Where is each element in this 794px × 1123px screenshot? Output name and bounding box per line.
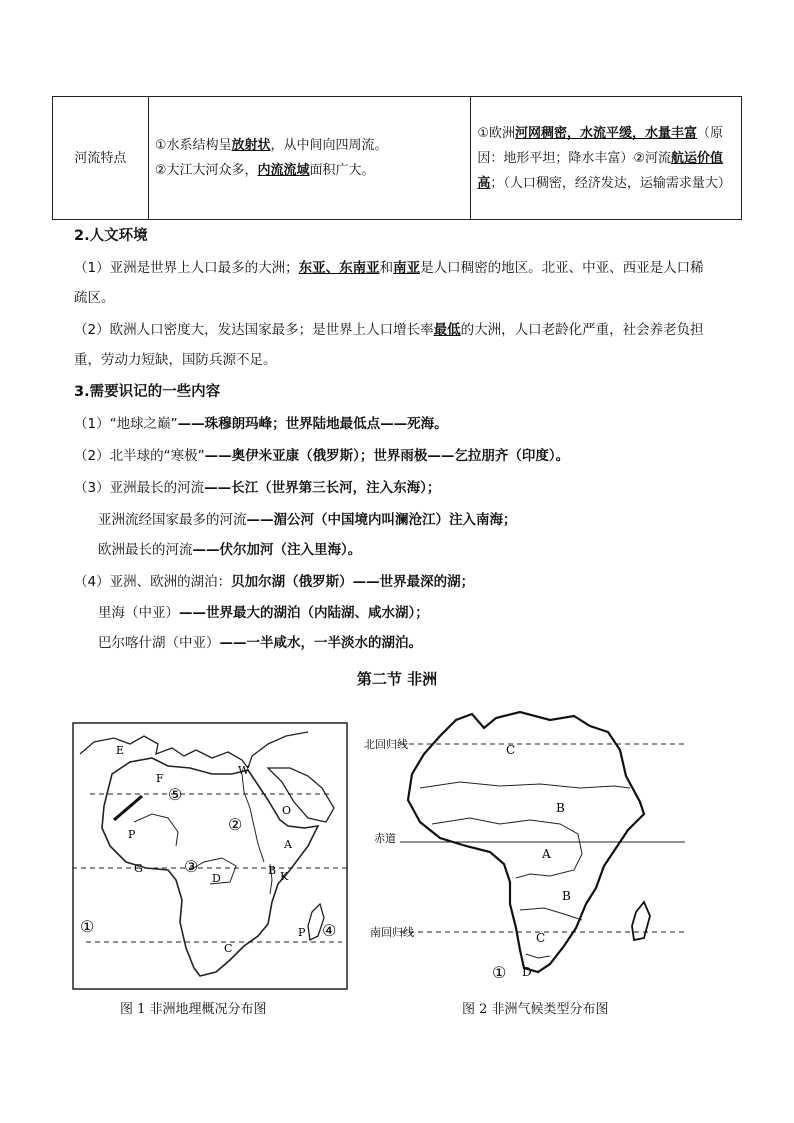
map2-madagascar — [632, 902, 650, 940]
label-four: ④ — [322, 921, 337, 940]
asia-river-cell: ①水系结构呈放射状，从中间向四周流。 ②大江大河众多，内流流域面积广大。 — [148, 97, 471, 220]
africa-geography-map — [72, 722, 348, 990]
paragraph-europe-population: （2）欧洲人口密度大，发达国家最多；是世界上人口增长率最低的大洲，人口老龄化严重，社会养老负担 — [74, 322, 704, 338]
fact-yangtze: （3）亚洲最长的河流——长江（世界第三长河，注入东海）； — [74, 480, 441, 496]
label-A: A — [542, 847, 551, 861]
label-cancer: 北回归线 — [364, 738, 408, 751]
label-C1: C — [506, 743, 516, 757]
fact-balkhash: 巴尔喀什湖（中亚）——一半咸水，一半淡水的湖泊。 — [98, 635, 422, 651]
fact-caspian: 里海（中亚）——世界最大的湖泊（内陆湖、咸水湖）； — [98, 605, 429, 621]
label-O: O — [282, 804, 292, 817]
label-B2: B — [562, 889, 571, 903]
label-three: ③ — [184, 857, 199, 876]
map1-nile — [242, 774, 264, 862]
label-G: G — [134, 862, 143, 875]
label-two: ② — [228, 815, 243, 834]
africa-climate-map — [360, 706, 690, 984]
map2-boundary-rainforest — [432, 818, 582, 878]
label-C: C — [224, 942, 233, 955]
fact-everest: （1）“地球之巅”——珠穆朗玛峰；世界陆地最低点——死海。 — [74, 416, 448, 432]
label-P2: P — [298, 926, 306, 939]
paragraph-europe-population-cont: 重，劳动力短缺，国防兵源不足。 — [74, 352, 277, 368]
map2-boundary-desert — [420, 782, 630, 788]
europe-river-cell: ①欧洲河网稠密，水流平缓，水量丰富（原因：地形平坦；降水丰富）②河流航运价值高；（人口稠密，经济发达，运输需求量大） — [471, 97, 742, 220]
label-one: ① — [80, 917, 95, 936]
fact-mekong: 亚洲流经国家最多的河流——湄公河（中国境内叫澜沧江）注入南海； — [98, 512, 517, 528]
fact-volga: 欧洲最长的河流——伏尔加河（注入里海）。 — [98, 542, 362, 558]
fact-cold-pole: （2）北半球的“寒极”——奥伊米亚康（俄罗斯）；世界雨极——乞拉朋齐（印度）。 — [74, 448, 570, 464]
river-features-table — [52, 96, 742, 220]
label-D: D — [212, 872, 221, 885]
label-E: E — [116, 744, 125, 757]
label-F: F — [156, 772, 164, 785]
map1-caption: 图 1 非洲地理概况分布图 — [120, 1002, 267, 1017]
label-C2: C — [536, 931, 546, 945]
label-D: D — [522, 965, 532, 979]
paragraph-asia-population: （1）亚洲是世界上人口最多的大洲；东亚、东南亚和南亚是人口稠密的地区。北亚、中亚、西亚是人口稀 — [74, 260, 704, 276]
heading-memorize: 3.需要识记的一些内容 — [74, 384, 221, 400]
label-K: K — [280, 870, 289, 883]
map1-pointer — [114, 796, 142, 820]
map1-frame — [73, 723, 347, 989]
map2-boundary-south — [520, 908, 582, 920]
label-B: B — [268, 864, 277, 877]
label-one: ① — [492, 963, 507, 982]
paragraph-asia-population-cont: 疏区。 — [74, 290, 115, 306]
fact-baikal: （4）亚洲、欧洲的湖泊：贝加尔湖（俄罗斯）——世界最深的湖； — [74, 574, 475, 590]
label-capricorn: 南回归线 — [370, 926, 414, 939]
section-title-africa: 第二节 非洲 — [356, 670, 438, 688]
label-B1: B — [556, 801, 565, 815]
label-A: A — [284, 838, 292, 851]
label-P1: P — [128, 828, 136, 841]
label-W: W — [238, 764, 250, 777]
row-label: 河流特点 — [53, 97, 149, 220]
label-five: ⑤ — [168, 785, 183, 804]
label-equator: 赤道 — [374, 832, 396, 845]
map2-caption: 图 2 非洲气候类型分布图 — [462, 1002, 609, 1017]
heading-human-environment: 2.人文环境 — [74, 228, 148, 244]
map1-arabia — [268, 768, 334, 822]
